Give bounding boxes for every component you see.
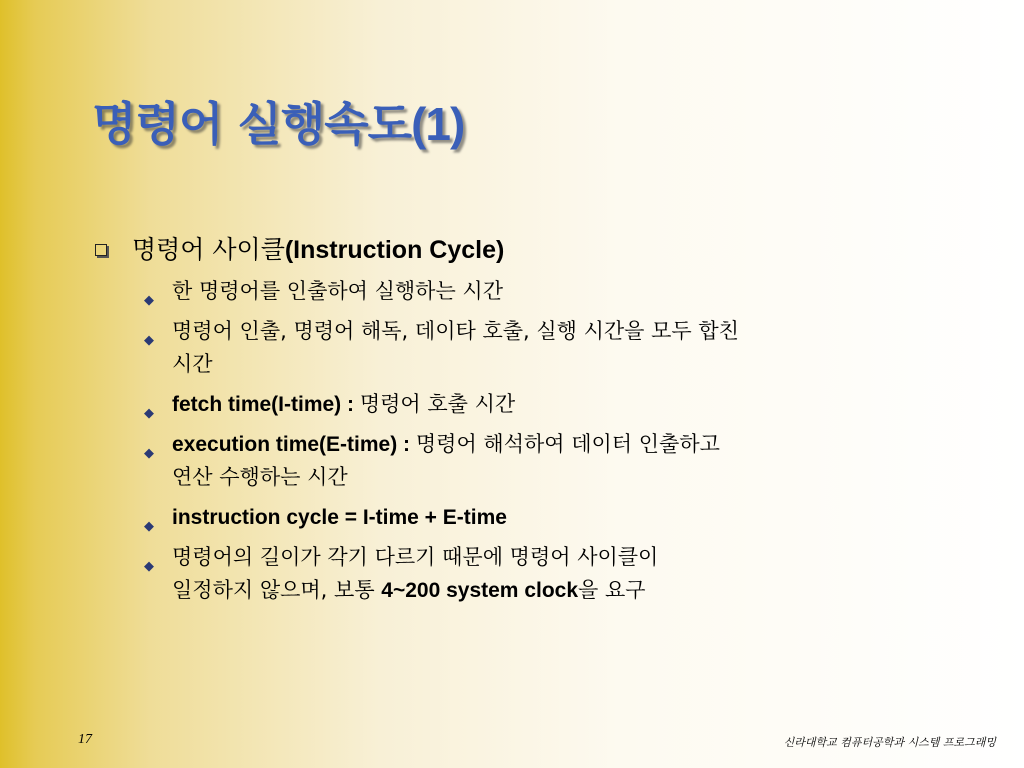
sub-bullet-text-line2: 연산 수행하는 시간 — [172, 465, 348, 489]
sub-bullet-fetch-time — [95, 388, 975, 421]
diamond-bullet-icon: ◆ — [144, 293, 154, 308]
bullet-text-bold: (Instruction Cycle) — [284, 236, 505, 264]
bullet-text: 명령어 사이클 — [132, 235, 285, 264]
page-number: 17 — [78, 732, 92, 747]
bullet-instruction-cycle — [95, 232, 975, 268]
footer-text: 신라대학교 컴퓨터공학과 시스템 프로그래밍 — [783, 736, 996, 749]
sub-bullet-text: 명령어의 길이가 각기 다르기 때문에 명령어 사이클이 — [172, 545, 659, 569]
title-suffix: (1) — [411, 98, 465, 150]
sub-bullet-text: 명령어 해석하여 데이터 인출하고 — [415, 432, 720, 456]
bullet-list — [95, 232, 975, 607]
sub-bullet-text: 명령어 인출, 명령어 해독, 데이타 호출, 실행 시간을 모두 합친 — [172, 319, 739, 343]
sub-bullet-term: 4~200 system clock — [381, 579, 579, 602]
sub-bullet-execution-time — [95, 428, 975, 494]
square-bullet-icon — [95, 244, 107, 256]
sub-bullet-text: 명령어 호출 시간 — [359, 392, 516, 416]
sub-bullet-term: fetch time(I-time) : — [172, 393, 360, 416]
sub-bullet-definition — [95, 275, 975, 308]
sub-bullet-text: 한 명령어를 인출하여 실행하는 시간 — [172, 279, 503, 303]
sub-bullet-components — [95, 315, 975, 381]
sub-bullet-text-line2: 일정하지 않으며, 보통 — [172, 578, 382, 602]
diamond-bullet-icon: ◆ — [144, 406, 154, 421]
diamond-bullet-icon: ◆ — [144, 519, 154, 534]
sub-bullet-tail: 을 요구 — [578, 578, 646, 602]
slide-title — [92, 88, 464, 154]
diamond-bullet-icon: ◆ — [144, 333, 154, 348]
sub-bullet-cycle-length — [95, 541, 975, 607]
sub-bullet-term: instruction cycle = I-time + E-time — [172, 506, 507, 529]
diamond-bullet-icon: ◆ — [144, 559, 154, 574]
diamond-bullet-icon: ◆ — [144, 446, 154, 461]
sub-bullet-formula — [95, 501, 975, 534]
sub-bullet-term: execution time(E-time) : — [172, 433, 416, 456]
sub-bullet-text-line2: 시간 — [172, 352, 213, 376]
title-text: 명령어 실행속도 — [92, 97, 412, 151]
